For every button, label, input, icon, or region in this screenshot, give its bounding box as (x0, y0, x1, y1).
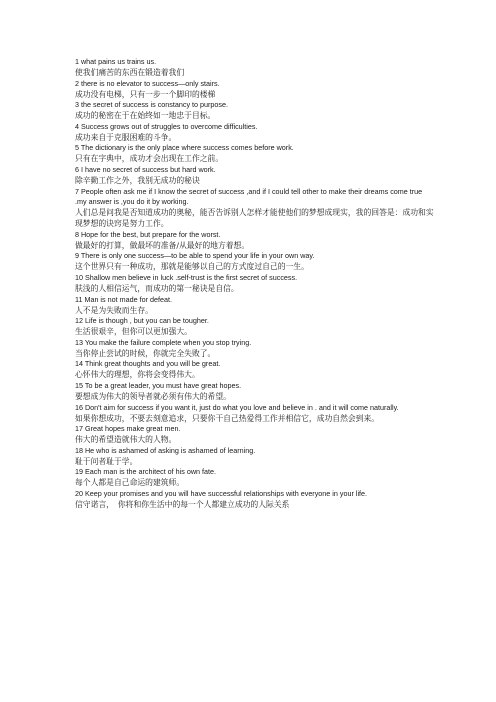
chinese-translation: 人不是为失败而生存。 (75, 305, 153, 315)
chinese-translation: 人们总是问我是否知道成功的奥秘，能否告诉别人怎样才能使他们的梦想成现实，我的回答是：成功和实现梦想的诀窍是努力工作。 (75, 207, 434, 229)
english-quote: 7 People often ask me if I know the secret of success ,and if I could tell other to make their dreams come true .my answer is ,you do it by working. (75, 186, 423, 206)
chinese-translation: 信守诺言， 你将和你生活中的每一个人都建立成功的人际关系 (75, 499, 290, 509)
english-quote: 4 Success grows out of struggles to overcome difficulties. (75, 121, 258, 131)
chinese-translation: 要想成为伟大的领导者就必须有伟大的希望。 (75, 391, 231, 401)
entry-11 (75, 295, 435, 317)
entry-17 (75, 424, 435, 446)
english-quote: 14 Think great thoughts and you will be great. (75, 359, 221, 369)
entry-16 (75, 403, 435, 425)
english-quote: 18 He who is ashamed of asking is ashamed of learning. (75, 445, 256, 455)
english-quote: 11 Man is not made for defeat. (75, 294, 172, 304)
english-quote: 15 To be a great leader, you must have great hopes. (75, 380, 242, 390)
english-quote: 16 Don't aim for success if you want it, just do what you love and believe in . and it will come naturally. (75, 402, 399, 412)
entry-20 (75, 489, 435, 511)
english-quote: 17 Great hopes make great men. (75, 424, 181, 434)
chinese-translation: 成功没有电梯，只有一步一个脚印的楼梯 (75, 89, 216, 99)
english-quote: 3 the secret of success is constancy to purpose. (75, 100, 229, 110)
english-quote: 12 Life is though , but you can be tougher. (75, 316, 209, 326)
english-quote: 19 Each man is the architect of his own fate. (75, 467, 217, 477)
entry-8 (75, 230, 435, 252)
entry-14 (75, 359, 435, 381)
entry-10 (75, 273, 435, 295)
english-quote: 5 The dictionary is the only place where success comes before work. (75, 143, 294, 153)
english-quote: 6 I have no secret of success but hard work. (75, 164, 216, 174)
english-quote: 20 Keep your promises and you will have successful relationships with everyone in your life. (75, 488, 368, 498)
english-quote: 2 there is no elevator to success—only stairs. (75, 78, 220, 88)
chinese-translation: 如果你想成功，不要去刻意追求，只要你干自己热爱得工作并相信它，成功自然会到来。 (75, 413, 380, 423)
chinese-translation: 肤浅的人相信运气，而成功的第一秘诀是自信。 (75, 283, 239, 293)
chinese-translation: 这个世界只有一种成功，那就是能够以自己的方式度过自己的一生。 (75, 262, 309, 272)
chinese-translation: 每个人都是自己命运的建筑师。 (75, 478, 185, 488)
english-quote: 8 Hope for the best, but prepare for the worst. (75, 229, 221, 239)
chinese-translation: 只有在字典中，成功才会出现在工作之前。 (75, 154, 224, 164)
chinese-translation: 心怀伟大的理想，你将会变得伟大。 (75, 370, 200, 380)
chinese-translation: 成功来自于克服困难的斗争。 (75, 132, 177, 142)
entry-12 (75, 316, 435, 338)
chinese-translation: 生活很艰辛，但你可以更加强大。 (75, 327, 192, 337)
chinese-translation: 成功的秘密在于在始终如一地忠于目标。 (75, 111, 216, 121)
entry-2 (75, 79, 435, 101)
entry-1 (75, 57, 435, 79)
entry-13 (75, 338, 435, 360)
entry-3 (75, 100, 435, 122)
chinese-translation: 除辛勤工作之外，我别无成功的秘诀 (75, 175, 200, 185)
document-page (75, 57, 435, 510)
entry-18 (75, 446, 435, 468)
entry-6 (75, 165, 435, 187)
chinese-translation: 耻于问者耻于学。 (75, 456, 138, 466)
entry-5 (75, 143, 435, 165)
english-quote: 10 Shallow men believe in luck .self-trust is the first secret of success. (75, 272, 298, 282)
entry-19 (75, 467, 435, 489)
english-quote: 13 You make the failure complete when you stop trying. (75, 337, 252, 347)
entry-4 (75, 122, 435, 144)
entry-9 (75, 251, 435, 273)
chinese-translation: 当你停止尝试的时候，你就完全失败了。 (75, 348, 216, 358)
chinese-translation: 使我们痛苦的东西在锻造着我们 (75, 68, 185, 77)
english-quote: 1 what pains us trains us. (75, 57, 157, 66)
chinese-translation: 做最好的打算，做最坏的准备/从最好的地方着想。 (75, 240, 250, 250)
english-quote: 9 There is only one success—to be able to spend your life in your own way. (75, 251, 315, 261)
chinese-translation: 伟大的希望造就伟大的人物。 (75, 435, 177, 445)
entry-15 (75, 381, 435, 403)
entry-7 (75, 187, 435, 230)
